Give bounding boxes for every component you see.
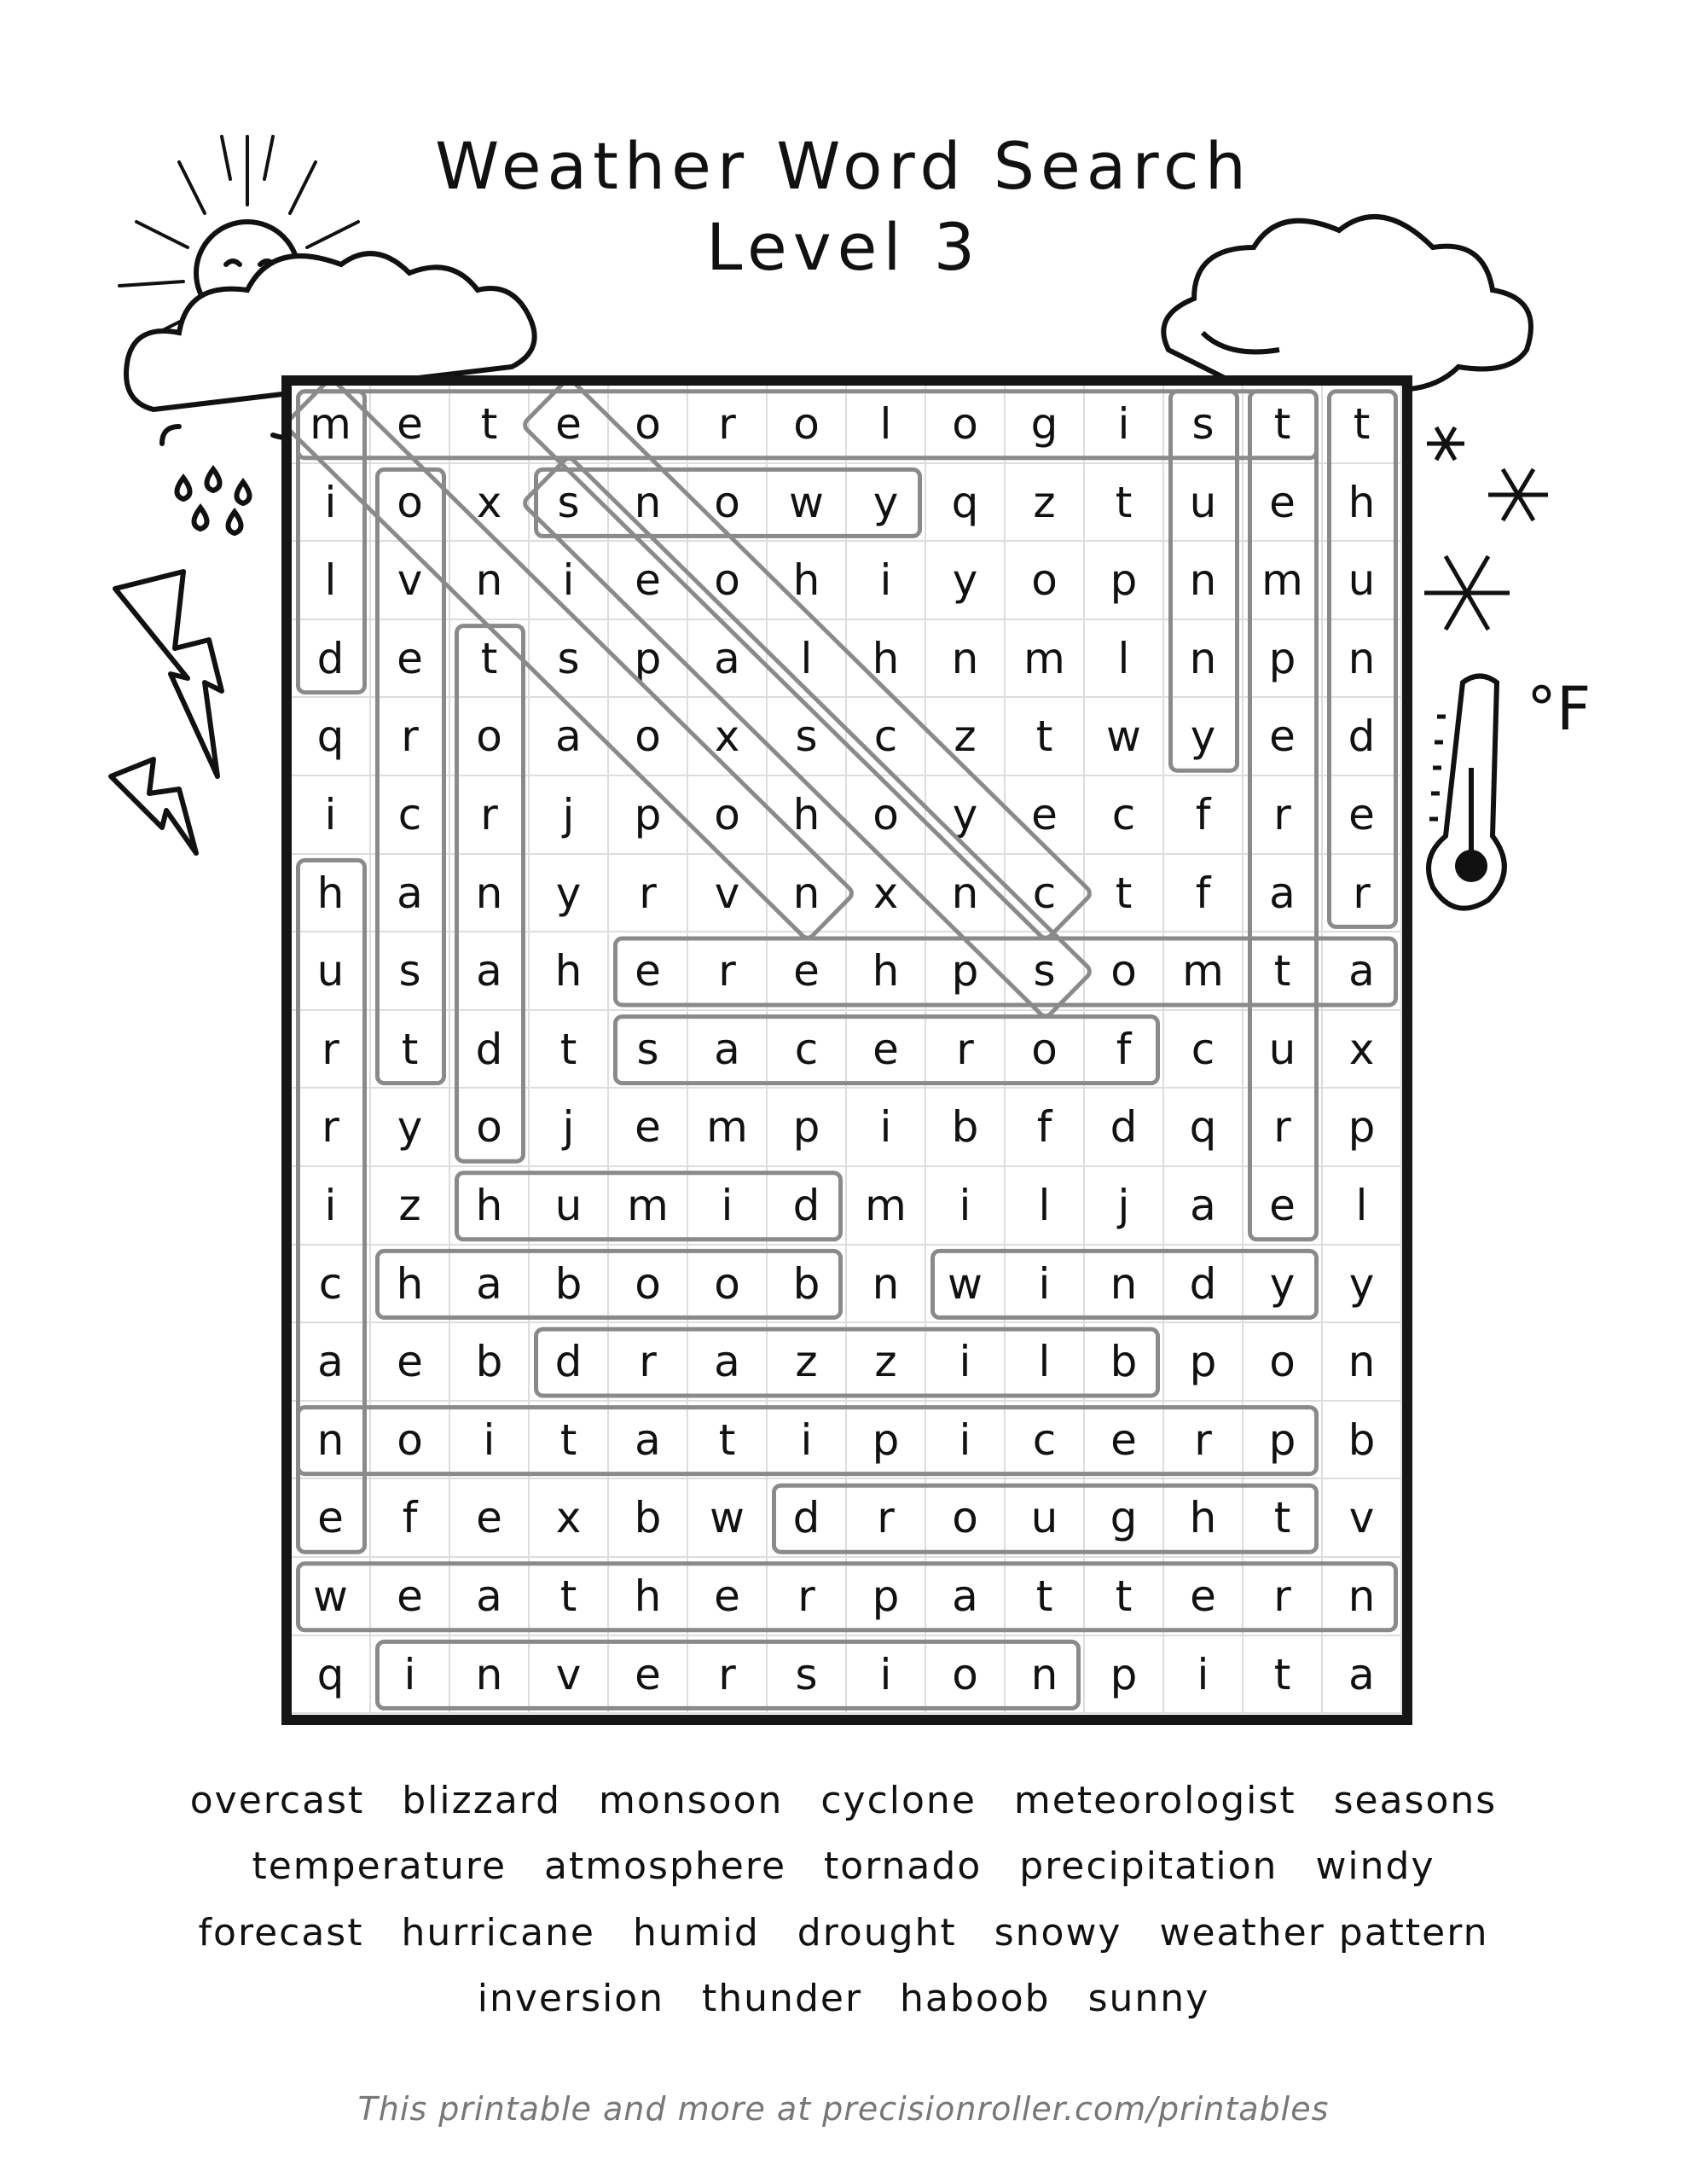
thermometer-icon xyxy=(1416,665,1518,913)
grid-cell[interactable]: s xyxy=(1164,386,1244,464)
grid-cell[interactable]: w xyxy=(292,1558,371,1636)
grid-cell[interactable]: e xyxy=(1164,1558,1244,1636)
grid-cell[interactable]: s xyxy=(371,932,450,1011)
grid-cell[interactable]: t xyxy=(1244,386,1323,464)
grid-cell[interactable]: i xyxy=(926,1402,1006,1480)
grid-cell[interactable]: r xyxy=(768,1558,847,1636)
word-list-item: overcast xyxy=(189,1779,365,1822)
grid-cell[interactable]: n xyxy=(1085,1246,1164,1324)
title-line-1: Weather Word Search xyxy=(435,128,1252,204)
found-word-highlight-drought xyxy=(774,1485,1317,1552)
found-word-highlight-windy xyxy=(933,1251,1317,1317)
grid-cell[interactable]: p xyxy=(1323,1089,1402,1167)
rain-drops-icon xyxy=(166,452,286,546)
found-word-highlight-humid xyxy=(457,1173,841,1240)
grid-cell[interactable]: x xyxy=(530,1479,609,1558)
grid-cell[interactable]: e xyxy=(371,386,450,464)
word-list-item: tornado xyxy=(824,1844,983,1888)
word-list-item: weather pattern xyxy=(1159,1911,1489,1955)
grid-cell[interactable]: b xyxy=(450,1323,530,1402)
grid-cell[interactable]: u xyxy=(1164,464,1244,543)
grid-cell[interactable]: o xyxy=(688,1246,768,1324)
grid-cell[interactable]: t xyxy=(1244,932,1323,1011)
grid-cell[interactable]: y xyxy=(926,776,1006,855)
word-list-item: temperature xyxy=(252,1844,507,1888)
grid-cell[interactable]: c xyxy=(1085,776,1164,855)
grid-cell[interactable]: a xyxy=(1164,1167,1244,1246)
grid-cell[interactable]: h xyxy=(768,542,847,620)
grid-cell[interactable]: e xyxy=(688,1558,768,1636)
grid-cell[interactable]: d xyxy=(292,620,371,699)
grid-cell[interactable]: j xyxy=(530,776,609,855)
grid-cell[interactable]: m xyxy=(1006,620,1085,699)
grid-cell[interactable]: t xyxy=(450,620,530,699)
word-list-item: cyclone xyxy=(820,1779,977,1822)
title-line-2: Level 3 xyxy=(705,209,982,285)
grid-cell[interactable]: e xyxy=(371,1558,450,1636)
grid-cell[interactable]: o xyxy=(609,386,688,464)
grid-cell[interactable]: o xyxy=(847,776,926,855)
grid-cell[interactable]: g xyxy=(1006,386,1085,464)
grid-cell[interactable]: o xyxy=(926,386,1006,464)
grid-cell[interactable]: n xyxy=(847,1246,926,1324)
grid-cell[interactable]: b xyxy=(530,1246,609,1324)
grid-cell[interactable]: t xyxy=(450,386,530,464)
grid-cell[interactable]: c xyxy=(371,776,450,855)
grid-cell[interactable]: h xyxy=(847,620,926,699)
found-word-highlight-forecast xyxy=(616,1017,1158,1083)
grid-cell[interactable]: i xyxy=(926,1167,1006,1246)
found-word-highlight-hurricane xyxy=(299,860,365,1552)
grid-cell[interactable]: l xyxy=(1006,1323,1085,1402)
found-word-highlight-blizzard xyxy=(536,1329,1158,1396)
grid-cell[interactable]: c xyxy=(1006,855,1085,933)
grid-cell[interactable]: h xyxy=(1164,1479,1244,1558)
grid-cell[interactable]: f xyxy=(1085,1011,1164,1089)
grid-cell[interactable]: w xyxy=(1085,698,1164,776)
grid-cell[interactable]: i xyxy=(1085,386,1164,464)
grid-cell[interactable]: d xyxy=(530,1323,609,1402)
grid-cell[interactable]: n xyxy=(1323,1323,1402,1402)
grid-cell[interactable]: r xyxy=(1244,1558,1323,1636)
word-search-grid xyxy=(281,375,1412,1725)
grid-cell[interactable]: b xyxy=(609,1479,688,1558)
grid-cell[interactable]: o xyxy=(609,698,688,776)
grid-cell[interactable]: c xyxy=(847,698,926,776)
grid-cell[interactable]: a xyxy=(1244,855,1323,933)
grid-cell[interactable]: p xyxy=(768,1089,847,1167)
grid-cell[interactable]: n xyxy=(1006,1636,1085,1715)
grid-cell[interactable]: n xyxy=(1164,620,1244,699)
grid-cell[interactable]: t xyxy=(1006,1558,1085,1636)
grid-cell[interactable]: c xyxy=(768,1011,847,1089)
word-list-item: precipitation xyxy=(1019,1844,1278,1888)
grid-cell[interactable]: t xyxy=(1244,1479,1323,1558)
grid-cell[interactable]: a xyxy=(1323,1636,1402,1715)
grid-cell[interactable]: r xyxy=(847,1479,926,1558)
found-word-highlight-sunny xyxy=(1171,392,1238,770)
grid-cell[interactable]: q xyxy=(926,464,1006,543)
grid-cell[interactable]: q xyxy=(292,698,371,776)
grid-cell[interactable]: h xyxy=(609,1558,688,1636)
found-word-highlight-meteorologist xyxy=(299,392,1317,458)
grid-cell[interactable]: o xyxy=(926,1479,1006,1558)
grid-cell[interactable]: r xyxy=(609,855,688,933)
grid-cell[interactable]: m xyxy=(1164,932,1244,1011)
grid-cell[interactable]: d xyxy=(768,1167,847,1246)
grid-cell[interactable]: c xyxy=(1006,1402,1085,1480)
word-list-item: sunny xyxy=(1087,1977,1210,2020)
grid-cell[interactable]: o xyxy=(371,1402,450,1480)
grid-cell[interactable]: v xyxy=(371,542,450,620)
grid-cell[interactable]: n xyxy=(292,1402,371,1480)
grid-cell[interactable]: n xyxy=(768,855,847,933)
grid-cell[interactable]: w xyxy=(768,464,847,543)
grid-cell[interactable]: r xyxy=(688,932,768,1011)
grid-cell[interactable]: z xyxy=(1006,464,1085,543)
grid-cell[interactable]: u xyxy=(1244,1011,1323,1089)
found-word-highlight-temperature xyxy=(1250,392,1317,1240)
grid-cell[interactable]: o xyxy=(371,464,450,543)
grid-cell[interactable]: r xyxy=(1244,1089,1323,1167)
grid-cell[interactable]: i xyxy=(847,542,926,620)
grid-cell[interactable]: t xyxy=(530,1011,609,1089)
grid-cell[interactable]: p xyxy=(1164,1323,1244,1402)
grid-cell[interactable]: v xyxy=(1323,1479,1402,1558)
grid-cell[interactable]: e xyxy=(371,620,450,699)
grid-cell[interactable]: p xyxy=(1085,1636,1164,1715)
grid-cell[interactable]: n xyxy=(1323,620,1402,699)
grid-cell[interactable]: a xyxy=(688,1323,768,1402)
grid-cell[interactable]: r xyxy=(292,1089,371,1167)
grid-cell[interactable]: n xyxy=(450,855,530,933)
word-list-item: thunder xyxy=(702,1977,863,2020)
grid-cell[interactable]: n xyxy=(926,620,1006,699)
grid-cell[interactable]: a xyxy=(688,1011,768,1089)
grid-cell[interactable]: d xyxy=(450,1011,530,1089)
grid-cell[interactable]: o xyxy=(926,1636,1006,1715)
grid-cell[interactable]: o xyxy=(450,1089,530,1167)
grid-cell[interactable]: i xyxy=(292,1167,371,1246)
grid-cell[interactable]: e xyxy=(450,1479,530,1558)
grid-cell[interactable]: p xyxy=(1244,1402,1323,1480)
grid-cell[interactable]: c xyxy=(1164,1011,1244,1089)
grid-cell[interactable]: e xyxy=(1244,464,1323,543)
grid-cell[interactable]: o xyxy=(688,464,768,543)
grid-cell[interactable]: z xyxy=(847,1323,926,1402)
grid-cell[interactable]: m xyxy=(1244,542,1323,620)
grid-cell[interactable]: a xyxy=(530,698,609,776)
grid-cell[interactable]: l xyxy=(1006,1167,1085,1246)
word-list-item: windy xyxy=(1315,1844,1435,1888)
grid-cell[interactable]: t xyxy=(1323,386,1402,464)
grid-cell[interactable]: o xyxy=(1006,1011,1085,1089)
grid-cell[interactable]: i xyxy=(926,1323,1006,1402)
grid-cell[interactable]: f xyxy=(1164,855,1244,933)
grid-cell[interactable]: o xyxy=(1085,932,1164,1011)
grid-cell[interactable]: q xyxy=(1164,1089,1244,1167)
footer-credit: This printable and more at precisionroller.com/printables xyxy=(357,2090,1330,2128)
grid-cell[interactable]: w xyxy=(688,1479,768,1558)
word-list-row xyxy=(0,1779,1687,1822)
grid-cell[interactable]: b xyxy=(926,1089,1006,1167)
grid-cell[interactable]: t xyxy=(688,1402,768,1480)
grid-cell[interactable]: o xyxy=(1006,542,1085,620)
found-word-highlight-haboob xyxy=(378,1251,841,1317)
found-word-highlight-mild xyxy=(299,392,365,693)
grid-cell[interactable]: x xyxy=(847,855,926,933)
grid-cell[interactable]: i xyxy=(530,542,609,620)
grid-cell[interactable]: e xyxy=(1323,776,1402,855)
grid-cell[interactable]: x xyxy=(450,464,530,543)
grid-cell[interactable]: i xyxy=(371,1636,450,1715)
grid-cell[interactable]: e xyxy=(609,542,688,620)
grid-cell[interactable]: u xyxy=(1323,542,1402,620)
grid-cell[interactable]: z xyxy=(926,698,1006,776)
grid-cell[interactable]: r xyxy=(1244,776,1323,855)
grid-cell[interactable]: h xyxy=(847,932,926,1011)
grid-cell[interactable]: d xyxy=(1164,1246,1244,1324)
word-list-item: hurricane xyxy=(401,1911,595,1955)
grid-cell[interactable]: z xyxy=(768,1323,847,1402)
word-list-item: haboob xyxy=(900,1977,1051,2020)
found-word-highlight-atmosphere xyxy=(616,938,1396,1005)
grid-cell[interactable]: p xyxy=(1244,620,1323,699)
grid-cell[interactable]: t xyxy=(530,1558,609,1636)
word-list-item: snowy xyxy=(994,1911,1122,1955)
grid-cell[interactable]: m xyxy=(847,1167,926,1246)
found-word-highlight-overcast xyxy=(378,469,444,1083)
grid-cell[interactable]: p xyxy=(847,1402,926,1480)
grid-cell[interactable]: n xyxy=(1164,542,1244,620)
grid-cell[interactable]: h xyxy=(1323,464,1402,543)
grid-cell[interactable]: a xyxy=(450,932,530,1011)
grid-cell[interactable]: a xyxy=(926,1558,1006,1636)
grid-cell[interactable]: r xyxy=(450,776,530,855)
word-list-row xyxy=(0,1844,1687,1888)
grid-cell[interactable]: e xyxy=(1006,776,1085,855)
grid-cell[interactable]: s xyxy=(530,620,609,699)
grid-cell[interactable]: y xyxy=(530,855,609,933)
grid-cell[interactable]: l xyxy=(768,620,847,699)
grid-cell[interactable]: a xyxy=(371,855,450,933)
found-word-highlight-precipitation xyxy=(299,1408,1317,1474)
grid-cell[interactable]: o xyxy=(609,1246,688,1324)
grid-cell[interactable]: i xyxy=(292,464,371,543)
grid-cell[interactable]: h xyxy=(292,855,371,933)
grid-cell[interactable]: l xyxy=(1085,620,1164,699)
grid-cell[interactable]: h xyxy=(450,1167,530,1246)
word-list-item: inversion xyxy=(477,1977,665,2020)
grid-cell[interactable]: s xyxy=(530,464,609,543)
grid-cell[interactable]: y xyxy=(1164,698,1244,776)
grid-cell[interactable]: i xyxy=(1164,1636,1244,1715)
grid-cell[interactable]: i xyxy=(768,1402,847,1480)
grid-cell[interactable]: i xyxy=(688,1167,768,1246)
word-list-item: atmosphere xyxy=(544,1844,787,1888)
word-list-item: monsoon xyxy=(599,1779,784,1822)
grid-cell[interactable]: n xyxy=(609,464,688,543)
grid-cell[interactable]: e xyxy=(768,932,847,1011)
grid-cell[interactable]: t xyxy=(1085,1558,1164,1636)
grid-cell[interactable]: v xyxy=(530,1636,609,1715)
grid-cell[interactable]: t xyxy=(1006,698,1085,776)
found-word-highlight-thunder xyxy=(1330,392,1396,927)
grid-cell[interactable]: p xyxy=(609,620,688,699)
grid-cell[interactable]: o xyxy=(768,386,847,464)
grid-cell[interactable]: y xyxy=(1244,1246,1323,1324)
grid-cell[interactable]: h xyxy=(530,932,609,1011)
thermometer-label: °F xyxy=(1527,674,1591,744)
grid-cell[interactable]: p xyxy=(609,776,688,855)
word-list-item: forecast xyxy=(198,1911,364,1955)
grid-cell[interactable]: u xyxy=(530,1167,609,1246)
grid-cell[interactable]: j xyxy=(1085,1167,1164,1246)
grid-cell[interactable]: i xyxy=(450,1402,530,1480)
grid-cell[interactable]: z xyxy=(371,1167,450,1246)
grid-cell[interactable]: d xyxy=(768,1479,847,1558)
grid-cell[interactable]: m xyxy=(609,1167,688,1246)
grid-cell[interactable]: e xyxy=(1244,698,1323,776)
grid-cell[interactable]: c xyxy=(292,1246,371,1324)
grid-cell[interactable]: i xyxy=(847,1636,926,1715)
grid-cell[interactable]: a xyxy=(450,1246,530,1324)
grid-cell[interactable]: a xyxy=(609,1402,688,1480)
found-word-highlight-weather-pattern xyxy=(299,1564,1396,1630)
grid-cell[interactable]: h xyxy=(371,1246,450,1324)
grid-cell[interactable]: n xyxy=(1323,1558,1402,1636)
grid-cell[interactable]: e xyxy=(1244,1167,1323,1246)
grid-cell[interactable]: m xyxy=(688,1089,768,1167)
grid-cell[interactable]: s xyxy=(1006,932,1085,1011)
snowflake-icon xyxy=(1407,410,1620,648)
grid-cell[interactable]: l xyxy=(847,386,926,464)
grid-cell[interactable]: i xyxy=(1006,1246,1085,1324)
grid-cell[interactable]: m xyxy=(292,386,371,464)
grid-cell[interactable]: e xyxy=(609,1636,688,1715)
grid-cell[interactable]: h xyxy=(768,776,847,855)
grid-cell[interactable]: r xyxy=(1164,1402,1244,1480)
grid-cell[interactable]: a xyxy=(688,620,768,699)
grid-cell[interactable]: o xyxy=(450,698,530,776)
word-list-item: drought xyxy=(797,1911,957,1955)
grid-cell[interactable]: j xyxy=(530,1089,609,1167)
grid-cell[interactable]: o xyxy=(1244,1323,1323,1402)
grid-cell[interactable]: y xyxy=(1323,1246,1402,1324)
grid-cell[interactable]: l xyxy=(1323,1167,1402,1246)
grid-cell[interactable]: d xyxy=(1085,1089,1164,1167)
grid-cell[interactable]: b xyxy=(768,1246,847,1324)
grid-cell[interactable]: e xyxy=(1085,1402,1164,1480)
grid-cell[interactable]: p xyxy=(926,932,1006,1011)
grid-cell[interactable]: r xyxy=(688,386,768,464)
grid-cell[interactable]: a xyxy=(292,1323,371,1402)
grid-cell[interactable]: a xyxy=(1323,932,1402,1011)
grid-cell[interactable]: e xyxy=(530,386,609,464)
word-list-row xyxy=(0,1911,1687,1955)
grid-cell[interactable]: e xyxy=(371,1323,450,1402)
grid-cell[interactable]: t xyxy=(371,1011,450,1089)
found-word-highlight-tornado xyxy=(457,626,524,1162)
grid-cell[interactable]: x xyxy=(688,698,768,776)
grid-cell[interactable]: t xyxy=(1244,1636,1323,1715)
grid-cell[interactable]: p xyxy=(847,1558,926,1636)
grid-cell[interactable]: r xyxy=(371,698,450,776)
highlight-layer xyxy=(292,386,1402,1715)
grid-cell[interactable]: u xyxy=(1006,1479,1085,1558)
grid-cell[interactable]: i xyxy=(847,1089,926,1167)
grid-cell[interactable]: r xyxy=(688,1636,768,1715)
grid-cell[interactable]: i xyxy=(292,776,371,855)
grid-cell[interactable]: s xyxy=(609,1011,688,1089)
grid-cell[interactable]: e xyxy=(292,1479,371,1558)
word-list-item: humid xyxy=(632,1911,760,1955)
grid-cell[interactable]: x xyxy=(1323,1011,1402,1089)
grid-cell[interactable]: n xyxy=(450,542,530,620)
grid-cell[interactable]: b xyxy=(1085,1323,1164,1402)
grid-cell[interactable]: d xyxy=(1323,698,1402,776)
grid-cell[interactable]: e xyxy=(609,932,688,1011)
word-list-item: meteorologist xyxy=(1013,1779,1296,1822)
grid-cell[interactable]: l xyxy=(292,542,371,620)
grid-cell[interactable]: e xyxy=(847,1011,926,1089)
grid-cell[interactable]: f xyxy=(1164,776,1244,855)
grid-cell[interactable]: o xyxy=(688,542,768,620)
found-word-highlight-inversion xyxy=(378,1641,1079,1708)
word-list-item: blizzard xyxy=(402,1779,562,1822)
grid-cell[interactable]: o xyxy=(688,776,768,855)
grid-cell[interactable]: r xyxy=(1323,855,1402,933)
grid-cell[interactable]: w xyxy=(926,1246,1006,1324)
found-word-highlight-seasons xyxy=(522,456,1092,1019)
grid-cell[interactable]: y xyxy=(371,1089,450,1167)
grid-cell[interactable]: s xyxy=(768,698,847,776)
grid-cell[interactable]: p xyxy=(1085,542,1164,620)
grid-cell[interactable]: a xyxy=(450,1558,530,1636)
grid-cell[interactable]: f xyxy=(1006,1089,1085,1167)
grid-cell[interactable]: r xyxy=(609,1323,688,1402)
grid-cell[interactable]: t xyxy=(530,1402,609,1480)
grid-cell[interactable]: r xyxy=(926,1011,1006,1089)
grid-cell[interactable]: u xyxy=(292,932,371,1011)
grid-cell[interactable]: v xyxy=(688,855,768,933)
grid-cell[interactable]: r xyxy=(292,1011,371,1089)
lightning-icon xyxy=(102,563,256,870)
grid-cell[interactable]: g xyxy=(1085,1479,1164,1558)
grid-cell[interactable]: n xyxy=(450,1636,530,1715)
grid-cell[interactable]: n xyxy=(926,855,1006,933)
grid-cell[interactable]: t xyxy=(1085,855,1164,933)
grid-cell[interactable]: t xyxy=(1085,464,1164,543)
grid-cell[interactable]: s xyxy=(768,1636,847,1715)
grid-cell[interactable]: b xyxy=(1323,1402,1402,1480)
grid-cell[interactable]: y xyxy=(847,464,926,543)
grid-cell[interactable]: e xyxy=(609,1089,688,1167)
grid-cell[interactable]: y xyxy=(926,542,1006,620)
word-list-row xyxy=(0,1977,1687,2020)
grid-cell[interactable]: f xyxy=(371,1479,450,1558)
grid-cell[interactable]: q xyxy=(292,1636,371,1715)
word-list-item: seasons xyxy=(1333,1779,1498,1822)
